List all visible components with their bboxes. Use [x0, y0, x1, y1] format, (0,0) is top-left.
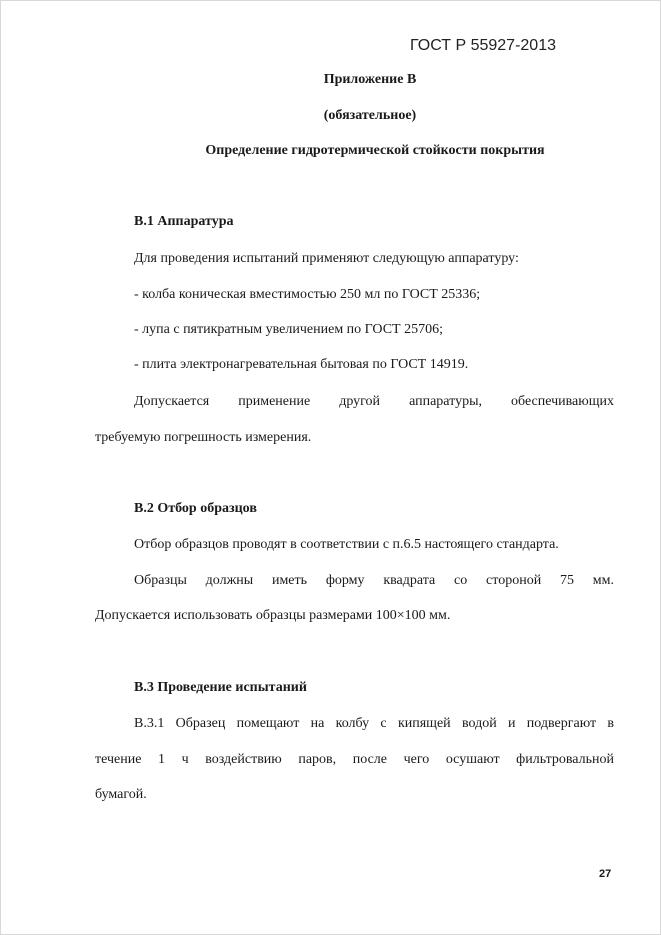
testing-step-line-2: течение 1 ч воздействию паров, после чего осушают фильтровальной — [95, 752, 614, 767]
section-heading-apparatus: В.1 Аппаратура — [134, 214, 234, 229]
standard-number: ГОСТ Р 55927-2013 — [410, 37, 556, 54]
apparatus-alternative-line: Допускается применение другой аппаратуры, обеспечивающих — [134, 394, 614, 409]
testing-step-line-1: В.3.1 Образец помещают на колбу с кипящей водой и подвергают в — [134, 716, 614, 731]
apparatus-intro: Для проведения испытаний применяют следующую аппаратуру: — [134, 251, 519, 266]
apparatus-alternative-continuation: требуемую погрешность измерения. — [95, 430, 312, 445]
appendix-subject: Определение гидротермической стойкости покрытия — [205, 143, 545, 158]
apparatus-item-hotplate: - плита электронагревательная бытовая по ГОСТ 14919. — [134, 357, 469, 372]
appendix-kind: (обязательное) — [323, 108, 417, 123]
appendix-title: Приложение В — [323, 72, 417, 87]
apparatus-item-magnifier: - лупа с пятикратным увеличением по ГОСТ 25706; — [134, 322, 443, 337]
sampling-size-line: Допускается использовать образцы размерами 100×100 мм. — [95, 608, 451, 623]
sampling-procedure: Отбор образцов проводят в соответствии с п.6.5 настоящего стандарта. — [134, 537, 559, 552]
section-heading-testing: В.3 Проведение испытаний — [134, 680, 307, 695]
page-number: 27 — [599, 868, 612, 880]
apparatus-item-flask: - колба коническая вместимостью 250 мл по ГОСТ 25336; — [134, 287, 481, 302]
testing-step-line-3: бумагой. — [95, 787, 147, 802]
sampling-shape-line: Образцы должны иметь форму квадрата со стороной 75 мм. — [134, 573, 614, 588]
section-heading-sampling: В.2 Отбор образцов — [134, 501, 257, 516]
